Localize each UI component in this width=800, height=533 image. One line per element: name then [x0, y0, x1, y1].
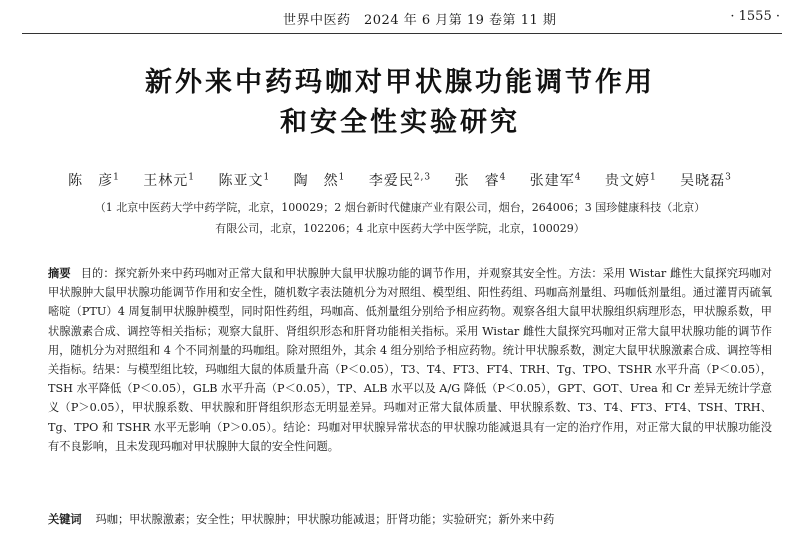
- abstract-label: 摘要: [48, 267, 71, 280]
- author: 陈 彦$^1$: [68, 172, 120, 189]
- author-list: [0, 170, 800, 190]
- author: 张 睿$^4$: [454, 172, 507, 189]
- abstract: [48, 264, 772, 456]
- affiliations-line-2: 有限公司，北京，102206；4 北京中医药大学中医学院，北京，100029）: [215, 222, 585, 235]
- author: 陶 然$^1$: [293, 172, 346, 189]
- author: 李爱民$^{2,3}$: [368, 172, 432, 189]
- author: 贵文婷$^1$: [604, 172, 657, 189]
- abstract-text: 目的：探究新外来中药玛咖对正常大鼠和甲状腺肿大鼠甲状腺功能的调节作用，并观察其安全性。方法：采用 Wistar 雌性大鼠探究玛咖对甲状腺肿大鼠甲状腺功能调节作用和安全性，随机数字表法随机分为对照组、模型组、阳性药组、玛咖高剂量组、玛咖低剂量组。通过灌胃丙硫氧嘧啶（PTU）4 周复制甲状腺肿模型，同时阳性药组，玛咖高、低剂量组分别给予相应药物。观察各组大鼠甲状腺组织病理形态，甲状腺系数，甲状腺激素合成、调控等相关指标；观察大鼠肝、肾组织形态和肝肾功能相关指标。采用 Wistar 雌性大鼠探究玛咖对正常大鼠甲状腺功能的调节作用，随机分为对照组和 4 个不同剂量的玛咖组。除对照组外，其余 4 组分别给予相应药物。统计甲状腺系数，测定大鼠甲状腺激素合成、调控等相关指标。结果：与模型组比较，玛咖组大鼠的体质量升高（P＜0.05），T3、T4、FT3、FT4、TRH、Tg、TPO、TSHR 水平升高（P＜0.05），TSH 水平降低（P＜0.05），GLB 水平升高（P＜0.05），TP、ALB 水平以及 A/G 降低（P＜0.05），GPT、GOT、Urea 和 Cr 差异无统计学意义（P＞0.05），甲状腺系数、甲状腺和肝肾组织形态无明显差异。玛咖对正常大鼠体质量、甲状腺系数、T3、T4、FT3、FT4、TSH、TRH、Tg、TPO 和 TSHR 水平无影响（P＞0.05）。结论：玛咖对甲状腺异常状态的甲状腺功能减退具有一定的治疗作用，对正常大鼠的甲状腺功能没有不良影响，且未发现玛咖对甲状腺肿大鼠的安全性问题。: [48, 267, 772, 453]
- keywords-label: 关键词: [48, 513, 82, 526]
- author: 吴晓磊$^3$: [680, 172, 732, 189]
- keywords-text: 玛咖；甲状腺激素；安全性；甲状腺肿；甲状腺功能减退；肝肾功能；实验研究；新外来中药: [95, 513, 555, 526]
- author: 王林元$^1$: [143, 172, 195, 189]
- article-title-line-2: 和安全性实验研究: [280, 107, 520, 138]
- author: 张建军$^4$: [529, 172, 582, 189]
- journal-citation: 世界中医药 2024 年 6 月第 19 卷第 11 期: [283, 13, 557, 28]
- page-number: · 1555 ·: [730, 9, 780, 24]
- author: 陈亚文$^1$: [218, 172, 271, 189]
- header-rule: [22, 33, 782, 34]
- article-title-line-1: 新外来中药玛咖对甲状腺功能调节作用: [145, 67, 655, 98]
- keywords: [48, 511, 772, 527]
- affiliations-line-1: （1 北京中医药大学中药学院，北京，100029；2 烟台新时代健康产业有限公司，烟台，264006；3 国珍健康科技（北京）: [94, 201, 706, 214]
- running-header: [0, 0, 800, 34]
